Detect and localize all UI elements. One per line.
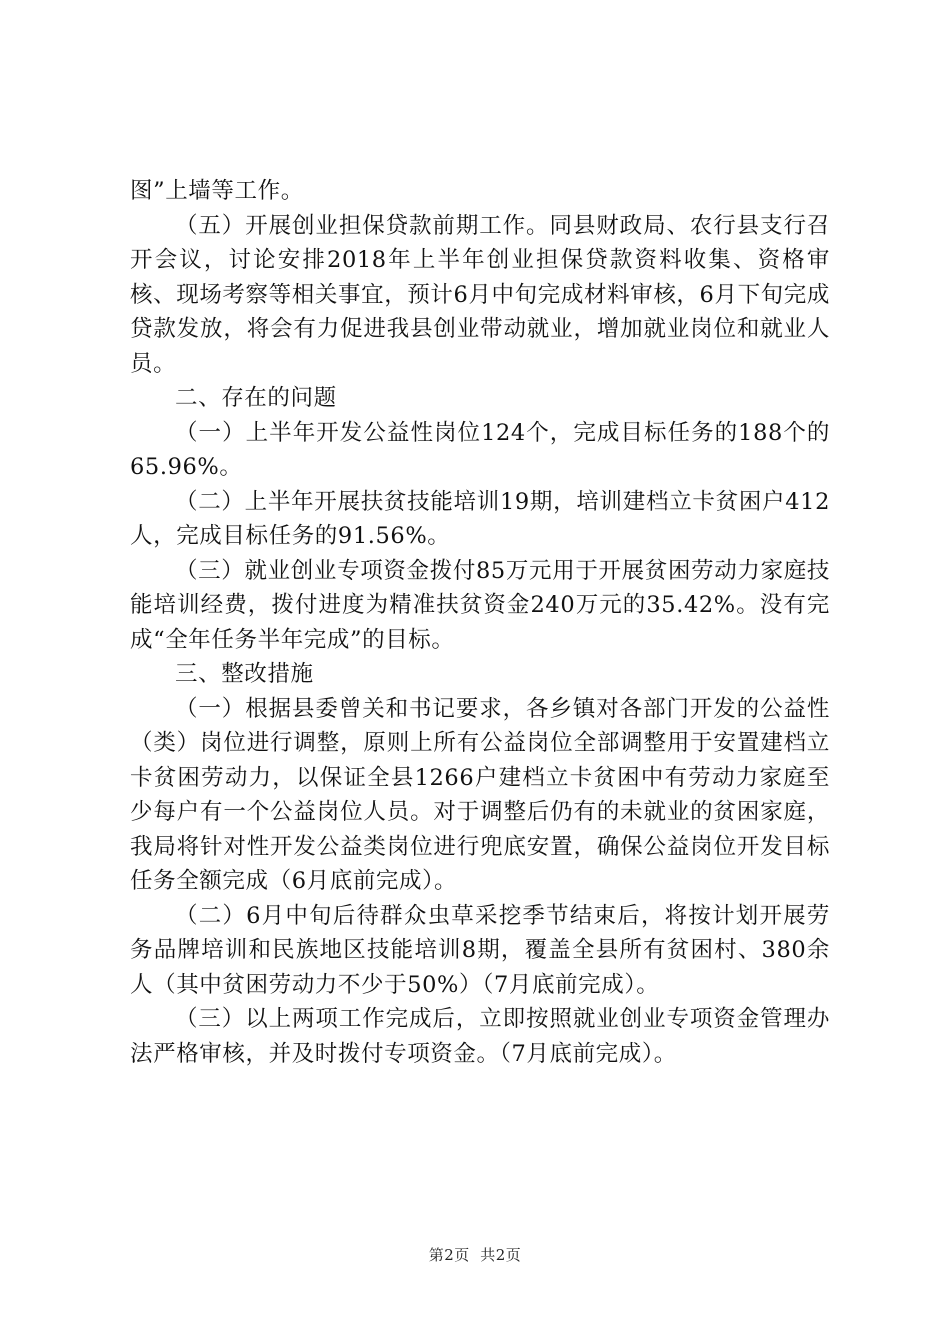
paragraph-problem-1: （一）上半年开发公益性岗位124个，完成目标任务的188个的65.96%。 xyxy=(130,419,830,480)
paragraph-problem-3: （三）就业创业专项资金拨付85万元用于开展贫困劳动力家庭技能培训经费，拨付进度为精准扶贫资金240万元的35.42%。没有完成“全年任务半年完成”的目标。 xyxy=(130,557,830,653)
paragraph-measure-2: （二）6月中旬后待群众虫草采挖季节结束后，将按计划开展劳务品牌培训和民族地区技能培训8期，覆盖全县所有贫困村、380余人（其中贫困劳动力不少于50%）（7月底前完成）。 xyxy=(130,902,830,998)
paragraph-startup-loan: （五）开展创业担保贷款前期工作。同县财政局、农行县支行召开会议，讨论安排2018年上半年创业担保贷款资料收集、资格审核、现场考察等相关事宜，预计6月中旬完成材料审核，6月下旬完成贷款发放，将会有力促进我县创业带动就业，增加就业岗位和就业人员。 xyxy=(130,212,830,377)
paragraph-measure-1: （一）根据县委曾关和书记要求，各乡镇对各部门开发的公益性（类）岗位进行调整，原则上所有公益岗位全部调整用于安置建档立卡贫困劳动力，以保证全县1266户建档立卡贫困中有劳动力家庭至少每户有一个公益岗位人员。对于调整后仍有的未就业的贫困家庭，我局将针对性开发公益类岗位进行兜底安置，确保公益岗位开发目标任务全额完成（6月底前完成）。 xyxy=(130,695,830,894)
paragraph-continuation: 图”上墙等工作。 xyxy=(130,178,304,204)
paragraph-problem-2: （二）上半年开展扶贫技能培训19期，培训建档立卡贫困户412人，完成目标任务的91.56%。 xyxy=(130,488,830,549)
document-body xyxy=(130,174,830,1071)
page-footer xyxy=(0,1244,950,1265)
paragraph-measure-3: （三）以上两项工作完成后，立即按照就业创业专项资金管理办法严格审核，并及时拨付专项资金。（7月底前完成）。 xyxy=(130,1006,830,1067)
section-heading-problems: 二、存在的问题 xyxy=(175,385,337,411)
page-number-label: 第2页 共2页 xyxy=(428,1246,522,1264)
section-heading-measures: 三、整改措施 xyxy=(175,661,314,687)
